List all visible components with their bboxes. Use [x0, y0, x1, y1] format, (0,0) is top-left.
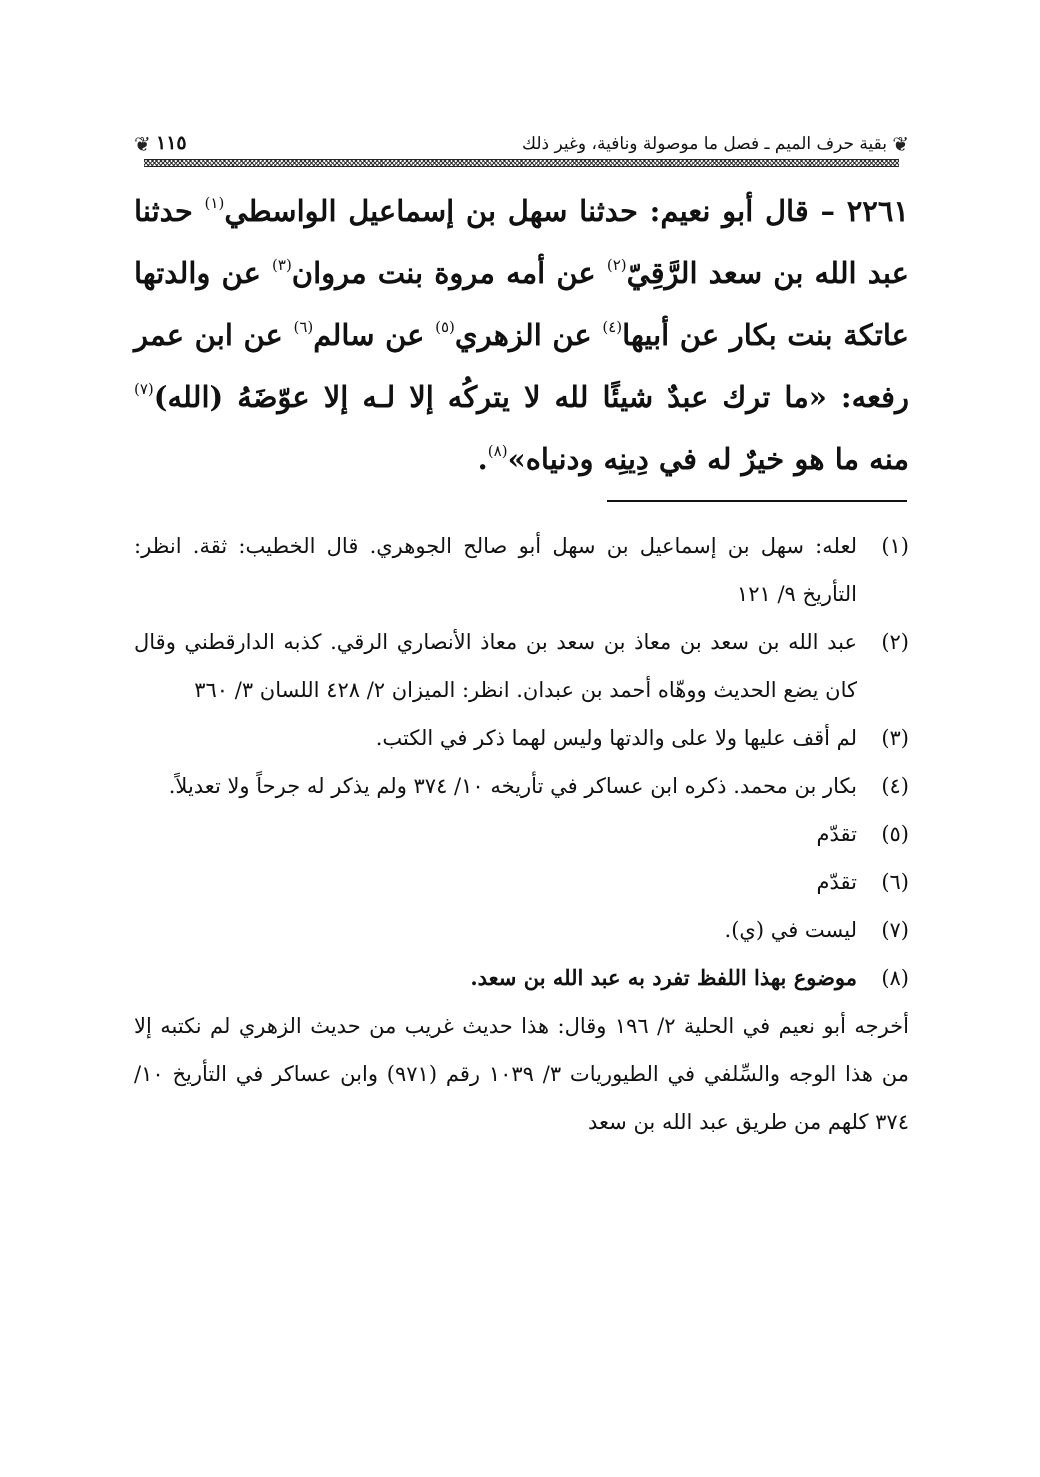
- text-segment: عن سالم: [313, 318, 436, 352]
- hadith-paragraph: [134, 180, 909, 490]
- footnote-item: [134, 954, 909, 1002]
- footnote-item: [134, 906, 909, 954]
- footnote-item: [134, 858, 909, 906]
- footnote-number: (٧): [881, 918, 909, 942]
- footnote-item: [134, 762, 909, 810]
- footnote-text: ليست في (ي).: [724, 918, 857, 942]
- hadith-text: [134, 180, 909, 490]
- footnote-text: بكار بن محمد. ذكره ابن عساكر في تأريخه ١٠/ ٣٧٤ ولم يذكر له جرحاً ولا تعديلاً.: [168, 774, 857, 798]
- footnote-text: تقدّم: [816, 822, 857, 846]
- footnote-ref[interactable]: (٢): [606, 256, 627, 274]
- footnote-item: [134, 618, 909, 714]
- header-rule: [144, 159, 899, 167]
- flourish-ornament-icon: ❦: [892, 132, 909, 156]
- footnote-text: موضوع بهذا اللفظ تفرد به عبد الله بن سعد.: [470, 965, 857, 990]
- footnote-number: (٣): [881, 726, 909, 750]
- flourish-ornament-icon: ❦: [134, 132, 151, 156]
- footnote-text: عبد الله بن سعد بن معاذ بن سعد بن معاذ الأنصاري الرقي. كذبه الدارقطني وقال كان يضع الحديث ووهّاه أحمد بن عبدان. انظر: الميزان ٢/ ٤٢٨ اللسان ٣/ ٣٦٠: [134, 630, 857, 702]
- footnote-text: تقدّم: [816, 870, 857, 894]
- footnote-number: (١): [881, 534, 909, 558]
- footnote-number: (٦): [881, 870, 909, 894]
- text-segment: منه ما هو خيرٌ له في دِينِه ودنياه»: [507, 442, 909, 476]
- footnote-item: [134, 714, 909, 762]
- footnote-ref[interactable]: (٣): [272, 256, 292, 274]
- footnote-ref[interactable]: (٨): [487, 442, 508, 460]
- footnote-ref[interactable]: (٤): [602, 318, 623, 336]
- footnote-number: (٤): [881, 774, 909, 798]
- text-segment: حدثنا عبد الله بن سعد الرَّقِيّ: [134, 194, 909, 290]
- page-header: [134, 126, 909, 166]
- footnote-text: لم أقف عليها ولا على والدتها وليس لهما ذكر في الكتب.: [375, 726, 857, 750]
- text-segment: عن الزهري: [454, 318, 603, 352]
- footnote-number: (٨): [881, 966, 909, 990]
- text-segment: عن ابن عمر رفعه: «ما ترك عبدٌ شيئًا لله لا يتركُه إلا لـه إلا عوّضَهُ (الله): [134, 318, 909, 414]
- hadith-number: ٢٢٦١: [846, 194, 909, 228]
- footnote-ref[interactable]: (١): [204, 194, 225, 212]
- text-segment: عن أمه مروة بنت مروان: [291, 256, 607, 290]
- text-segment: .: [477, 442, 488, 476]
- footnote-item: [134, 810, 909, 858]
- footnote-text: لعله: سهل بن إسماعيل بن سهل أبو صالح الجوهري. قال الخطيب: ثقة. انظر: التأريخ ٩/ ١٢١: [134, 534, 857, 606]
- footnote-number: (٢): [881, 630, 909, 654]
- footnote-separator: [607, 500, 907, 502]
- page-number: ١١٥: [156, 132, 187, 154]
- footnote-ref[interactable]: (٥): [435, 318, 455, 336]
- running-title: بقية حرف الميم ـ فصل ما موصولة ونافية، وغير ذلك: [522, 134, 887, 154]
- footnotes: [134, 522, 909, 1146]
- footnote-item: [134, 522, 909, 618]
- footnote-ref[interactable]: (٦): [293, 318, 314, 336]
- footnote-continuation: أخرجه أبو نعيم في الحلية ٢/ ١٩٦ وقال: هذا حديث غريب من حديث الزهري لم نكتبه إلا من هذا الوجه والسِّلفي في الطيوريات ٣/ ١٠٣٩ رقم (٩٧١) وابن عساكر في التأريخ ١٠/ ٣٧٤ كلهم من طريق عبد الله بن سعد: [134, 1014, 909, 1134]
- text-segment: عن والدتها عاتكة بنت بكار عن أبيها: [134, 256, 909, 352]
- text-segment: – قال أبو نعيم: حدثنا سهل بن إسماعيل الواسطي: [224, 194, 835, 228]
- footnote-ref[interactable]: (٧): [134, 380, 154, 398]
- footnote-number: (٥): [881, 822, 909, 846]
